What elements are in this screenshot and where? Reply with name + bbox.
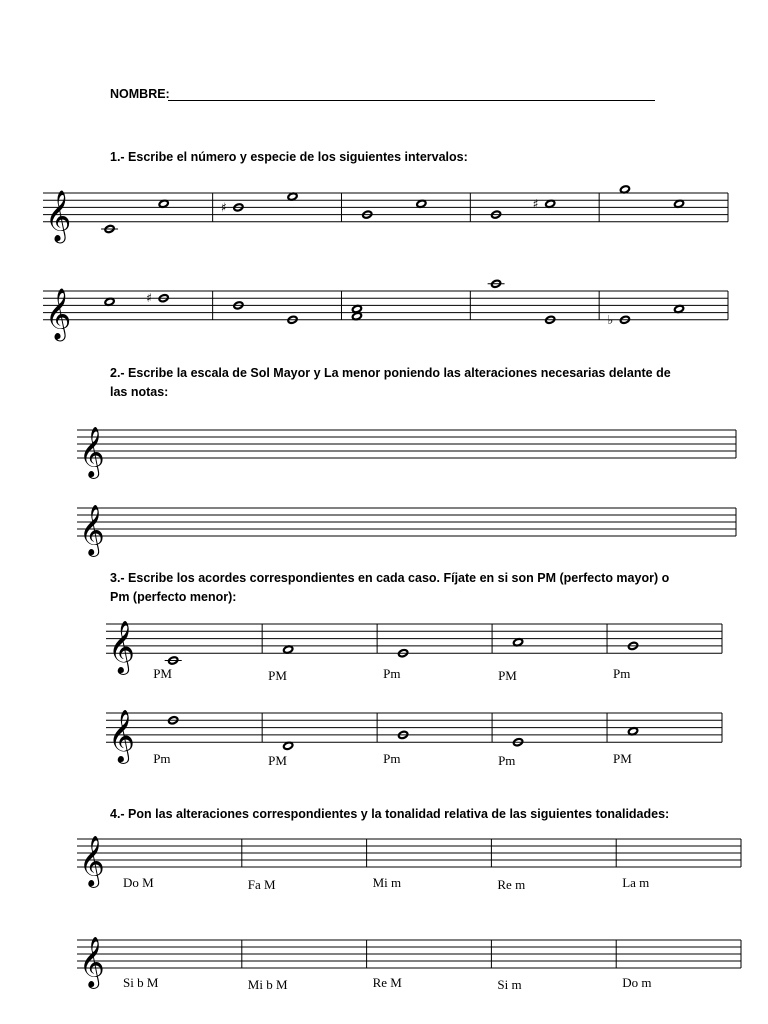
q4-prompt: 4.- Pon las alteraciones correspondientes y la tonalidad relativa de las siguientes tonalidades: <box>110 807 670 821</box>
tonality-label: Do m <box>622 975 652 990</box>
whole-note <box>104 225 114 234</box>
treble-clef-icon: 𝄞 <box>79 427 105 478</box>
whole-note <box>168 656 179 665</box>
chord-type-label: PM <box>613 751 632 766</box>
sharp-icon: ♯ <box>146 291 153 306</box>
whole-note <box>158 294 168 303</box>
whole-note <box>287 315 297 324</box>
tonality-label: Re m <box>497 877 526 892</box>
q2-prompt-line2: las notas: <box>110 385 169 399</box>
whole-note <box>158 199 168 208</box>
whole-note <box>352 312 362 321</box>
tonality-label: Mi b M <box>247 977 288 992</box>
whole-note <box>674 199 684 208</box>
treble-clef-icon: 𝄞 <box>108 619 135 673</box>
whole-note <box>628 727 639 736</box>
flat-icon: ♭ <box>607 312 614 327</box>
nombre-field[interactable] <box>168 100 655 101</box>
chord-type-label: PM <box>268 668 287 683</box>
treble-clef-icon: 𝄞 <box>45 287 72 340</box>
whole-note <box>362 210 372 219</box>
tonality-label: La m <box>622 875 650 890</box>
whole-note <box>416 199 426 208</box>
tonality-label: Mi m <box>372 875 402 890</box>
sharp-icon: ♯ <box>220 200 227 215</box>
whole-note <box>283 645 294 654</box>
whole-note <box>104 297 114 306</box>
chord-type-label: Pm <box>383 751 401 766</box>
whole-note <box>233 203 243 212</box>
chord-type-label: Pm <box>613 666 631 681</box>
chord-type-label: Pm <box>498 753 516 768</box>
whole-note <box>283 741 294 750</box>
tonality-label: Si m <box>497 977 522 992</box>
q3-prompt-line1: 3.- Escribe los acordes correspondientes en cada caso. Fíjate en si son PM (perfecto mayor) o <box>110 571 670 585</box>
whole-note <box>352 305 362 314</box>
whole-note <box>513 738 524 747</box>
whole-note <box>674 305 684 314</box>
chord-type-label: PM <box>498 668 517 683</box>
chord-type-label: PM <box>268 753 287 768</box>
whole-note <box>513 638 524 647</box>
tonality-label: Re M <box>372 975 402 990</box>
tonality-label: Fa M <box>247 877 276 892</box>
nombre-label: NOMBRE: <box>110 87 170 101</box>
whole-note <box>545 199 555 208</box>
whole-note <box>545 315 555 324</box>
whole-note <box>398 730 409 739</box>
chord-type-label: PM <box>153 666 172 681</box>
treble-clef-icon: 𝄞 <box>79 937 105 988</box>
whole-note <box>287 192 297 201</box>
whole-note <box>398 649 409 658</box>
whole-note <box>628 641 639 650</box>
sharp-icon: ♯ <box>532 196 539 211</box>
tonality-label: Si b M <box>123 975 159 990</box>
whole-note <box>491 210 501 219</box>
treble-clef-icon: 𝄞 <box>108 708 135 762</box>
tonality-label: Do M <box>123 875 154 890</box>
chord-type-label: Pm <box>383 666 401 681</box>
treble-clef-icon: 𝄞 <box>79 505 105 556</box>
chord-type-label: Pm <box>153 751 171 766</box>
whole-note <box>620 315 630 324</box>
treble-clef-icon: 𝄞 <box>45 189 72 242</box>
q2-prompt-line1: 2.- Escribe la escala de Sol Mayor y La menor poniendo las alteraciones necesarias delante de <box>110 366 671 380</box>
whole-note <box>620 185 630 194</box>
treble-clef-icon: 𝄞 <box>79 836 105 887</box>
whole-note <box>233 301 243 310</box>
q1-prompt: 1.- Escribe el número y especie de los siguientes intervalos: <box>110 150 468 164</box>
whole-note <box>491 279 501 288</box>
whole-note <box>168 716 179 725</box>
q3-prompt-line2: Pm (perfecto menor): <box>110 590 237 604</box>
